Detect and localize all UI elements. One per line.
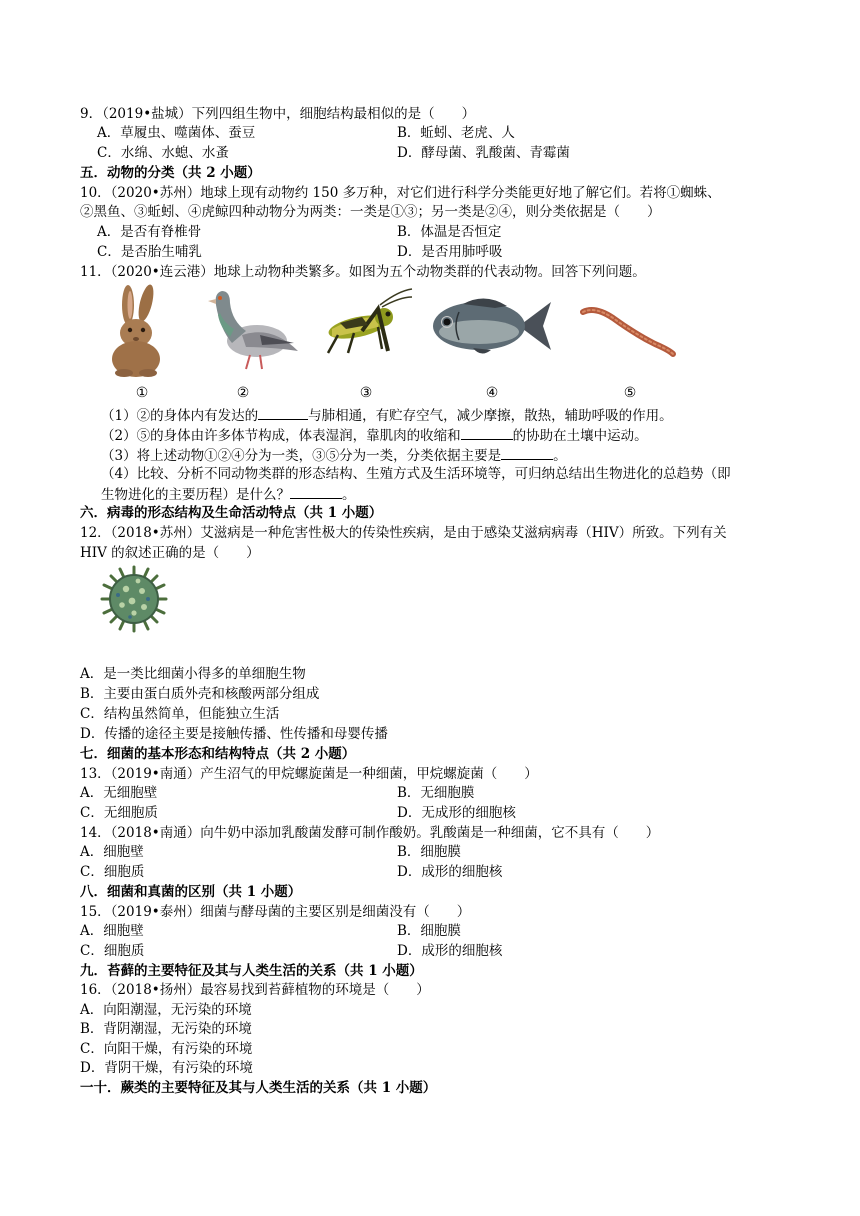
q14-option-d: D．成形的细胞核 [397,864,503,880]
q16-option-d: D．背阴干燥，有污染的环境 [80,1060,253,1076]
q15-option-d: D．成形的细胞核 [397,943,503,959]
q10-option-a: A．是否有脊椎骨 [97,224,202,240]
q10-stem-line1: 10．（2020•苏州）地球上现有动物约 150 多万种，对它们进行科学分类能更好地了解它们。若将①蜘蛛、 [80,185,721,201]
section-8-heading: 八．细菌和真菌的区别（共 1 小题） [80,884,302,900]
earthworm-image [577,304,677,358]
section-9-heading: 九．苔藓的主要特征及其与人类生活的关系（共 1 小题） [80,963,423,979]
q9-option-a: A．草履虫、噬菌体、蚕豆 [97,125,256,141]
answer-blank[interactable] [501,445,553,460]
q11-caption-3: ③ [359,385,373,401]
q9-option-d: D．酵母菌、乳酸菌、青霉菌 [397,145,570,161]
q10-option-b: B．体温是否恒定 [397,224,502,240]
q9-option-c: C．水绵、水螅、水蚤 [97,145,229,161]
q10-option-c: C．是否胎生哺乳 [97,244,202,260]
section-5-heading: 五．动物的分类（共 2 小题） [80,165,261,181]
q14-stem: 14．（2018•南通）向牛奶中添加乳酸菌发酵可制作酸奶。乳酸菌是一种细菌，它不具有（ ） [80,825,660,841]
q11-part1: （1）②的身体内有发达的 与肺相通，有贮存空气，减少摩擦，散热，辅助呼吸的作用。 [101,405,673,425]
q16-option-a: A．向阳潮湿，无污染的环境 [80,1002,252,1018]
q13-option-c: C．无细胞质 [80,805,158,821]
q13-option-b: B．无细胞膜 [397,785,475,801]
answer-blank[interactable] [461,425,513,440]
q12-stem-line2: HIV 的叙述正确的是（ ） [80,545,260,561]
q11-caption-2: ② [236,385,250,401]
section-7-heading: 七．细菌的基本形态和结构特点（共 2 小题） [80,746,356,762]
section-6-heading: 六．病毒的形态结构及生命活动特点（共 1 小题） [80,505,383,521]
q15-stem: 15．（2019•泰州）细菌与酵母菌的主要区别是细菌没有（ ） [80,904,471,920]
q12-option-d: D．传播的途径主要是接触传播、性传播和母婴传播 [80,726,388,742]
q12-option-b: B．主要由蛋白质外壳和核酸两部分组成 [80,686,320,702]
q10-stem-line2: ②黑鱼、③蚯蚓、④虎鲸四种动物分为两类：一类是①③；另一类是②④，则分类依据是（ ） [80,204,661,220]
q12-stem-line1: 12．（2018•苏州）艾滋病是一种危害性极大的传染性疾病，是由于感染艾滋病病毒（HIV）所致。下列有关 [80,525,727,541]
q11-part4-line2: 生物进化的主要历程）是什么？ 。 [101,484,356,504]
q16-stem: 16．（2018•扬州）最容易找到苔藓植物的环境是（ ） [80,982,430,998]
grasshopper-image [318,287,414,369]
q15-option-c: C．细胞质 [80,943,145,959]
q13-stem: 13．（2019•南通）产生沼气的甲烷螺旋菌是一种细菌，甲烷螺旋菌（ ） [80,766,538,782]
q13-option-d: D．无成形的细胞核 [397,805,516,821]
q12-option-a: A．是一类比细菌小得多的单细胞生物 [80,666,306,682]
q15-option-b: B．细胞膜 [397,923,461,939]
q13-option-a: A．无细胞壁 [80,785,158,801]
q11-part3: （3）将上述动物①②④分为一类，③⑤分为一类，分类依据主要是 。 [101,445,567,465]
hiv-virus-image [98,563,170,635]
answer-blank[interactable] [290,484,342,499]
answer-blank[interactable] [258,405,308,420]
q14-option-c: C．细胞质 [80,864,145,880]
q16-option-c: C．向阳干燥，有污染的环境 [80,1041,253,1057]
q14-option-a: A．细胞壁 [80,844,144,860]
q9-option-b: B．蚯蚓、老虎、人 [397,125,515,141]
q11-caption-5: ⑤ [623,385,637,401]
q11-stem: 11．（2020•连云港）地球上动物种类繁多。如图为五个动物类群的代表动物。回答下列问题。 [80,264,646,280]
q11-part2: （2）⑤的身体由许多体节构成，体表湿润，靠肌肉的收缩和 的协助在土壤中运动。 [101,425,648,445]
q12-option-c: C．结构虽然简单，但能独立生活 [80,706,280,722]
pigeon-image [202,285,302,373]
fish-image [425,292,555,360]
rabbit-image [100,283,172,379]
q16-option-b: B．背阴潮湿，无污染的环境 [80,1021,252,1037]
q10-option-d: D．是否用肺呼吸 [397,244,503,260]
q15-option-a: A．细胞壁 [80,923,144,939]
q11-part4-line1: （4）比较、分析不同动物类群的形态结构、生殖方式及生活环境等，可归纳总结出生物进化的总趋势（即 [101,466,731,482]
q9-stem: 9．（2019•盐城）下列四组生物中，细胞结构最相似的是（ ） [80,106,476,122]
q14-option-b: B．细胞膜 [397,844,461,860]
section-10-heading: 一十．蕨类的主要特征及其与人类生活的关系（共 1 小题） [80,1080,437,1096]
q11-caption-4: ④ [485,385,499,401]
q11-caption-1: ① [135,385,149,401]
